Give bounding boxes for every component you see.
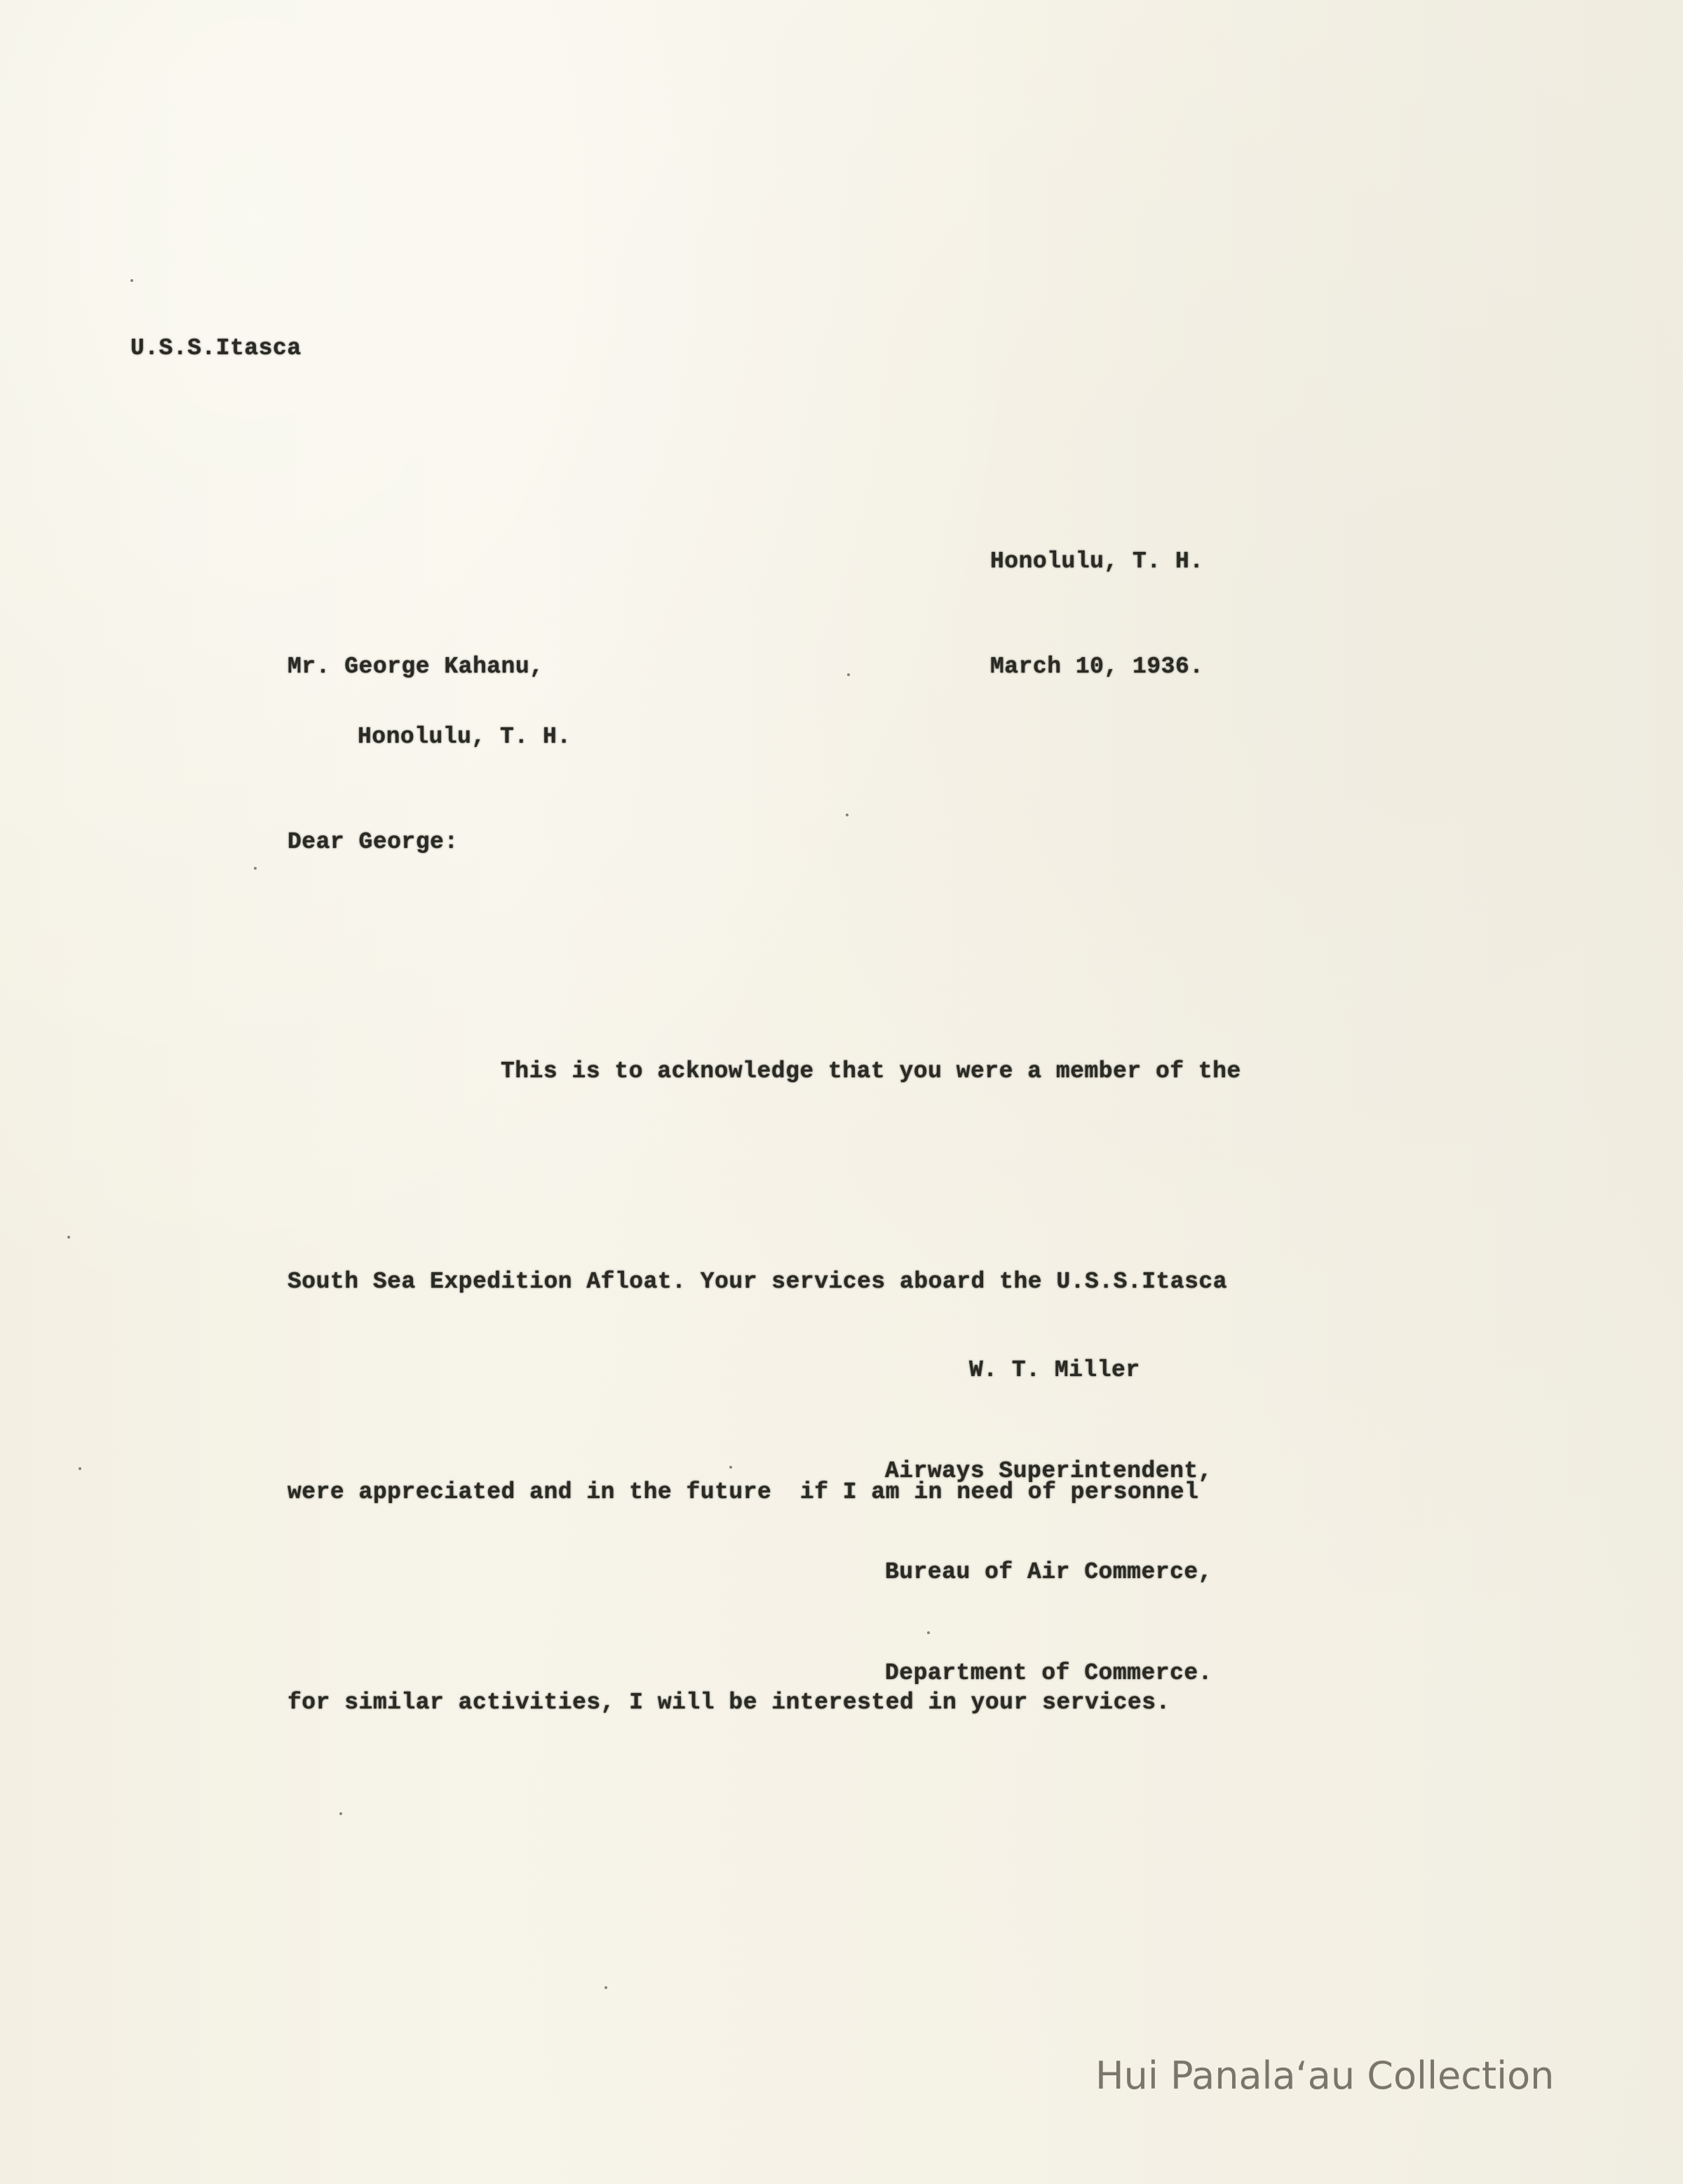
- salutation: Dear George:: [288, 829, 459, 855]
- paper-speck: [339, 1812, 342, 1815]
- signer-department: Department of Commerce.: [885, 1660, 1212, 1686]
- paper-speck: [847, 673, 850, 676]
- recipient-city: Honolulu, T. H.: [358, 724, 572, 750]
- collection-watermark: Hui Panala‘au Collection: [1095, 2054, 1555, 2098]
- place-date-block: [990, 474, 1204, 755]
- ship-header: U.S.S.Itasca: [130, 335, 302, 361]
- body-line: This is to acknowledge that you were a member of the: [501, 1058, 1241, 1084]
- paper-speck: [927, 1631, 930, 1634]
- date-line: March 10, 1936.: [990, 654, 1204, 680]
- body-line: for similar activities, I will be interested in your services.: [288, 1690, 1170, 1715]
- signature-block: [885, 1286, 1212, 1758]
- paper-speck: [67, 1236, 70, 1239]
- place-line: Honolulu, T. H.: [990, 548, 1204, 574]
- paper-speck: [130, 279, 133, 282]
- body-line: were appreciated and in the future if I am in need of personnel: [288, 1479, 1199, 1505]
- paper-speck: [729, 1466, 732, 1469]
- signer-bureau: Bureau of Air Commerce,: [885, 1559, 1212, 1585]
- paper-speck: [254, 867, 257, 870]
- body-line: South Sea Expedition Afloat. Your services aboard the U.S.S.Itasca: [288, 1269, 1228, 1295]
- paper-speck: [79, 1467, 81, 1470]
- signer-title: Airways Superintendent,: [885, 1458, 1212, 1484]
- paper-speck: [846, 814, 849, 816]
- paper-speck: [604, 1986, 607, 1989]
- signer-name: W. T. Miller: [969, 1357, 1140, 1383]
- letter-body: [288, 896, 1466, 1878]
- recipient-name: Mr. George Kahanu,: [288, 654, 544, 680]
